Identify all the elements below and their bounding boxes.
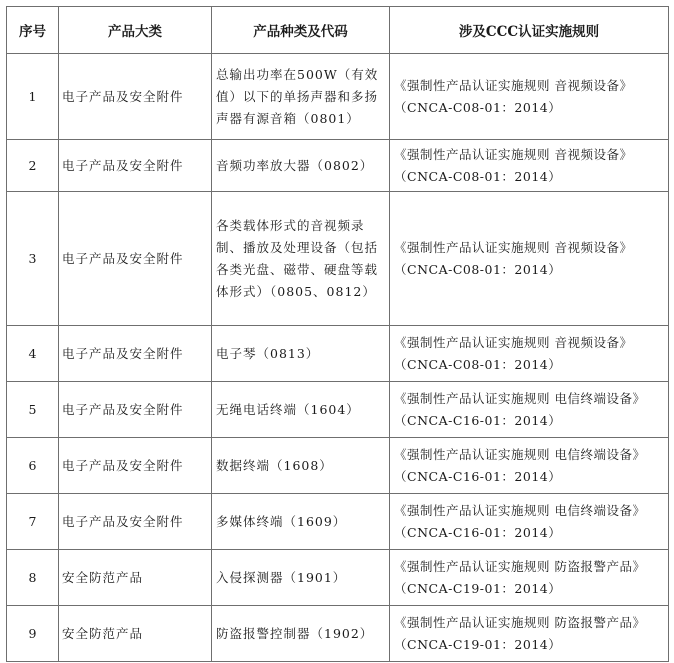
row-product: 无绳电话终端（1604） xyxy=(212,382,390,438)
table-row xyxy=(7,54,669,140)
row-rule xyxy=(390,326,669,382)
rule-title: 《强制性产品认证实施规则 电信终端设备》 xyxy=(394,446,646,462)
rule-title: 《强制性产品认证实施规则 电信终端设备》 xyxy=(394,390,646,406)
row-category: 电子产品及安全附件 xyxy=(59,192,212,326)
rule-code: （CNCA-C16-01：2014） xyxy=(394,412,562,428)
row-rule xyxy=(390,494,669,550)
row-number: 8 xyxy=(7,550,59,606)
row-product: 入侵探测器（1901） xyxy=(212,550,390,606)
table-row xyxy=(7,192,669,326)
table-row xyxy=(7,140,669,192)
row-product: 总输出功率在500W（有效值）以下的单扬声器和多扬声器有源音箱（0801） xyxy=(212,54,390,140)
table-row xyxy=(7,550,669,606)
row-number: 5 xyxy=(7,382,59,438)
row-rule xyxy=(390,606,669,662)
header-ccc-rules: 涉及CCC认证实施规则 xyxy=(390,7,669,54)
row-category: 电子产品及安全附件 xyxy=(59,382,212,438)
table-row xyxy=(7,382,669,438)
ccc-certification-table xyxy=(6,6,669,662)
rule-code: （CNCA-C16-01：2014） xyxy=(394,468,562,484)
row-number: 7 xyxy=(7,494,59,550)
row-product: 音频功率放大器（0802） xyxy=(212,140,390,192)
table-header-row xyxy=(7,7,669,54)
row-number: 1 xyxy=(7,54,59,140)
row-category: 安全防范产品 xyxy=(59,606,212,662)
table-row xyxy=(7,438,669,494)
header-product-type-code: 产品种类及代码 xyxy=(212,7,390,54)
rule-title: 《强制性产品认证实施规则 音视频设备》 xyxy=(394,239,633,255)
row-number: 9 xyxy=(7,606,59,662)
row-category: 电子产品及安全附件 xyxy=(59,326,212,382)
row-rule xyxy=(390,438,669,494)
row-product: 多媒体终端（1609） xyxy=(212,494,390,550)
rule-code: （CNCA-C19-01：2014） xyxy=(394,636,562,652)
rule-code: （CNCA-C08-01：2014） xyxy=(394,261,562,277)
rule-title: 《强制性产品认证实施规则 音视频设备》 xyxy=(394,334,633,350)
row-category: 电子产品及安全附件 xyxy=(59,140,212,192)
row-rule xyxy=(390,192,669,326)
table-row xyxy=(7,326,669,382)
table-row xyxy=(7,606,669,662)
rule-title: 《强制性产品认证实施规则 防盗报警产品》 xyxy=(394,614,646,630)
row-product: 防盗报警控制器（1902） xyxy=(212,606,390,662)
row-number: 2 xyxy=(7,140,59,192)
row-rule xyxy=(390,140,669,192)
row-number: 6 xyxy=(7,438,59,494)
row-product: 数据终端（1608） xyxy=(212,438,390,494)
row-product: 电子琴（0813） xyxy=(212,326,390,382)
row-rule xyxy=(390,550,669,606)
row-number: 4 xyxy=(7,326,59,382)
rule-code: （CNCA-C08-01：2014） xyxy=(394,168,562,184)
row-category: 电子产品及安全附件 xyxy=(59,54,212,140)
header-product-category: 产品大类 xyxy=(59,7,212,54)
rule-code: （CNCA-C19-01：2014） xyxy=(394,580,562,596)
row-category: 安全防范产品 xyxy=(59,550,212,606)
rule-code: （CNCA-C16-01：2014） xyxy=(394,524,562,540)
row-category: 电子产品及安全附件 xyxy=(59,494,212,550)
rule-title: 《强制性产品认证实施规则 防盗报警产品》 xyxy=(394,558,646,574)
rule-code: （CNCA-C08-01：2014） xyxy=(394,99,562,115)
rule-code: （CNCA-C08-01：2014） xyxy=(394,356,562,372)
table-row xyxy=(7,494,669,550)
row-category: 电子产品及安全附件 xyxy=(59,438,212,494)
rule-title: 《强制性产品认证实施规则 音视频设备》 xyxy=(394,77,633,93)
row-rule xyxy=(390,382,669,438)
row-number: 3 xyxy=(7,192,59,326)
ccc-table-container xyxy=(6,6,668,662)
header-serial-number: 序号 xyxy=(7,7,59,54)
rule-title: 《强制性产品认证实施规则 电信终端设备》 xyxy=(394,502,646,518)
row-rule xyxy=(390,54,669,140)
row-product: 各类载体形式的音视频录制、播放及处理设备（包括各类光盘、磁带、硬盘等载体形式）（0805、0812） xyxy=(212,192,390,326)
rule-title: 《强制性产品认证实施规则 音视频设备》 xyxy=(394,146,633,162)
